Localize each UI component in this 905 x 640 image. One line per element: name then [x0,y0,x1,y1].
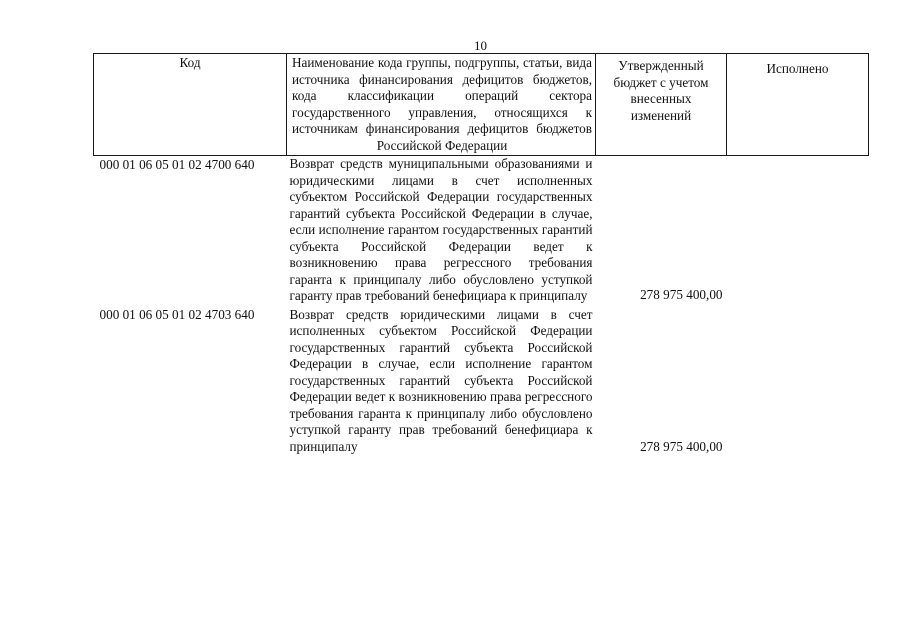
table-body [94,156,869,456]
table-row [94,156,869,305]
row-name: Возврат средств муниципальными образованиями и юридическими лицами в счет исполненных субъектом Российской Федерации государственных гарантий субъекта Российской Федерации в случае, если исполнение гарантом государственных гарантий субъекта Российской Федерации ведет к возникновению права регрессного требования гаранта к принципалу либо обусловлено уступкой гаранту прав требований бенефициара к принципалу [289,156,593,303]
table-row [94,305,869,456]
row-executed [727,305,869,456]
row-approved-budget: 278 975 400,00 [640,287,723,302]
budget-sources-table [93,53,869,455]
header-name: Наименование кода группы, подгруппы, статьи, вида источника финансирования дефицитов бюджетов, кода классификации операций сектора государственного управления, относящихся к источникам финансирования дефицитов бюджетов Российской Федерации [287,54,596,156]
row-code: 000 01 06 05 01 02 4703 640 [99,306,255,322]
row-code: 000 01 06 05 01 02 4700 640 [99,157,255,172]
header-approved-budget: Утвержденный бюджет с учетом внесенных изменений [596,54,727,156]
table-header [94,54,869,156]
row-executed [727,156,869,305]
row-name: Возврат средств юридическими лицами в счет исполненных субъектом Российской Федерации государственных гарантий субъекта Российской Федерации в случае, если исполнение гарантом государственных гарантий субъекта Российской Федерации ведет к возникновению права регрессного требования гаранта к принципалу либо обусловлено уступкой гаранту прав требований бенефициара к принципалу [289,306,593,454]
header-row [94,54,869,156]
row-approved-budget: 278 975 400,00 [640,438,723,454]
header-code: Код [94,54,287,156]
page-number: 10 [474,38,487,53]
header-executed: Исполнено [727,54,869,156]
